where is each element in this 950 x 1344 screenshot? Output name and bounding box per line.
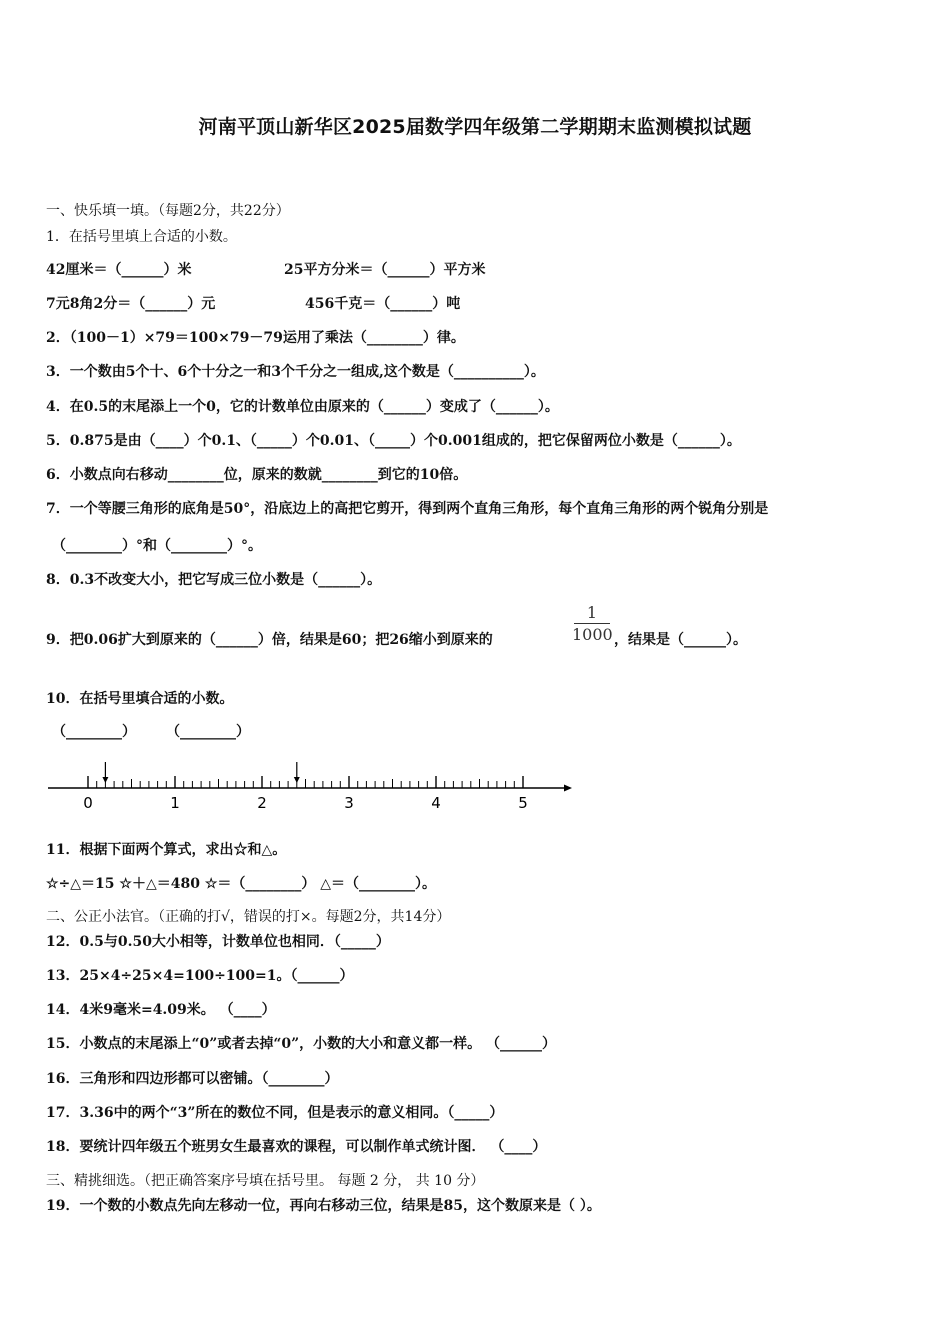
question-12: 12．0.5与0.50大小相等，计数单位也相同．（_____） xyxy=(46,934,390,950)
question-1c: 7元8角2分＝（______）元 xyxy=(46,296,216,312)
number-line-label: 4 xyxy=(431,794,441,812)
question-14: 14．4米9毫米=4.09米。 （____） xyxy=(46,1002,276,1018)
question-6: 6．小数点向右移动________位，原来的数就________到它的10倍。 xyxy=(46,467,468,483)
question-19: 19．一个数的小数点先向左移动一位，再向右移动三位，结果是85，这个数原来是（ ）。 xyxy=(46,1198,601,1214)
question-18: 18．要统计四年级五个班男女生最喜欢的课程，可以制作单式统计图． （____） xyxy=(46,1139,547,1155)
down-arrow-head xyxy=(102,777,108,783)
question-15: 15．小数点的末尾添上“0”或者去掉“0”，小数的大小和意义都一样。 （______） xyxy=(46,1036,557,1052)
down-arrow-head xyxy=(294,777,300,783)
question-1d: 456千克＝（______）吨 xyxy=(305,296,461,312)
question-10: 10．在括号里填合适的小数。 xyxy=(46,691,234,707)
fraction-numerator: 1 xyxy=(586,603,598,622)
question-4: 4．在0.5的末尾添上一个0，它的计数单位由原来的（______）变成了（______）。 xyxy=(46,399,559,415)
section-3-heading: 三、精挑细选。（把正确答案序号填在括号里。 每题 2 分， 共 10 分） xyxy=(46,1173,485,1189)
page-title: 河南平顶山新华区2025届数学四年级第二学期期末监测模拟试题 xyxy=(198,116,752,138)
number-line-ticks xyxy=(88,776,523,788)
question-8: 8．0.3不改变大小，把它写成三位小数是（______）。 xyxy=(46,572,382,588)
question-3: 3．一个数由5个十、6个十分之一和3个千分之一组成,这个数是（__________）。 xyxy=(46,364,545,380)
fraction-denominator: 1000 xyxy=(572,625,613,644)
number-line-label: 0 xyxy=(83,794,93,812)
question-16: 16．三角形和四边形都可以密铺。（________） xyxy=(46,1071,339,1087)
question-17: 17．3.36中的两个“3”所在的数位不同，但是表示的意义相同。（_____） xyxy=(46,1105,504,1121)
question-9-part2: ，结果是（______）。 xyxy=(614,632,747,648)
question-11: 11．根据下面两个算式，求出☆和△。 xyxy=(46,842,287,858)
question-1b: 25平方分米＝（______）平方米 xyxy=(284,262,486,278)
number-line-label: 3 xyxy=(344,794,354,812)
question-11-equations: ☆÷△＝15 ☆＋△＝480 ☆＝（________） △＝（________）。 xyxy=(46,876,437,892)
question-13: 13．25×4÷25×4=100÷100=1。（______） xyxy=(46,968,354,984)
question-5: 5．0.875是由（____）个0.1、（_____）个0.01、（_____）个0.001组成的，把它保留两位小数是（______）。 xyxy=(46,433,741,449)
question-2: 2．（100－1）×79＝100×79－79运用了乘法（________）律。 xyxy=(46,330,465,346)
section-1-heading: 一、快乐填一填。（每题2分，共22分） xyxy=(46,203,290,219)
number-line-label: 5 xyxy=(518,794,528,812)
question-7-line2: （________）°和（________）°。 xyxy=(52,538,262,554)
number-line-label: 2 xyxy=(257,794,267,812)
number-line-markers xyxy=(102,762,299,783)
number-line-labels xyxy=(83,794,528,812)
question-7-line1: 7．一个等腰三角形的底角是50°，沿底边上的高把它剪开，得到两个直角三角形，每个直角三角形的两个锐角分别是 xyxy=(46,501,769,517)
question-10-blank-1: （________） xyxy=(52,724,136,740)
question-9-part1: 9．把0.06扩大到原来的（______）倍，结果是60；把26缩小到原来的 xyxy=(46,632,493,648)
number-line-arrowhead xyxy=(564,785,572,792)
number-line xyxy=(46,758,576,814)
question-1a: 42厘米＝（______）米 xyxy=(46,262,192,278)
question-1: 1．在括号里填上合适的小数。 xyxy=(46,229,237,245)
number-line-label: 1 xyxy=(170,794,180,812)
section-2-heading: 二、公正小法官。（正确的打√，错误的打×。每题2分，共14分） xyxy=(46,909,451,925)
question-10-blank-2: （________） xyxy=(166,724,250,740)
fraction-one-thousandth xyxy=(572,603,612,646)
